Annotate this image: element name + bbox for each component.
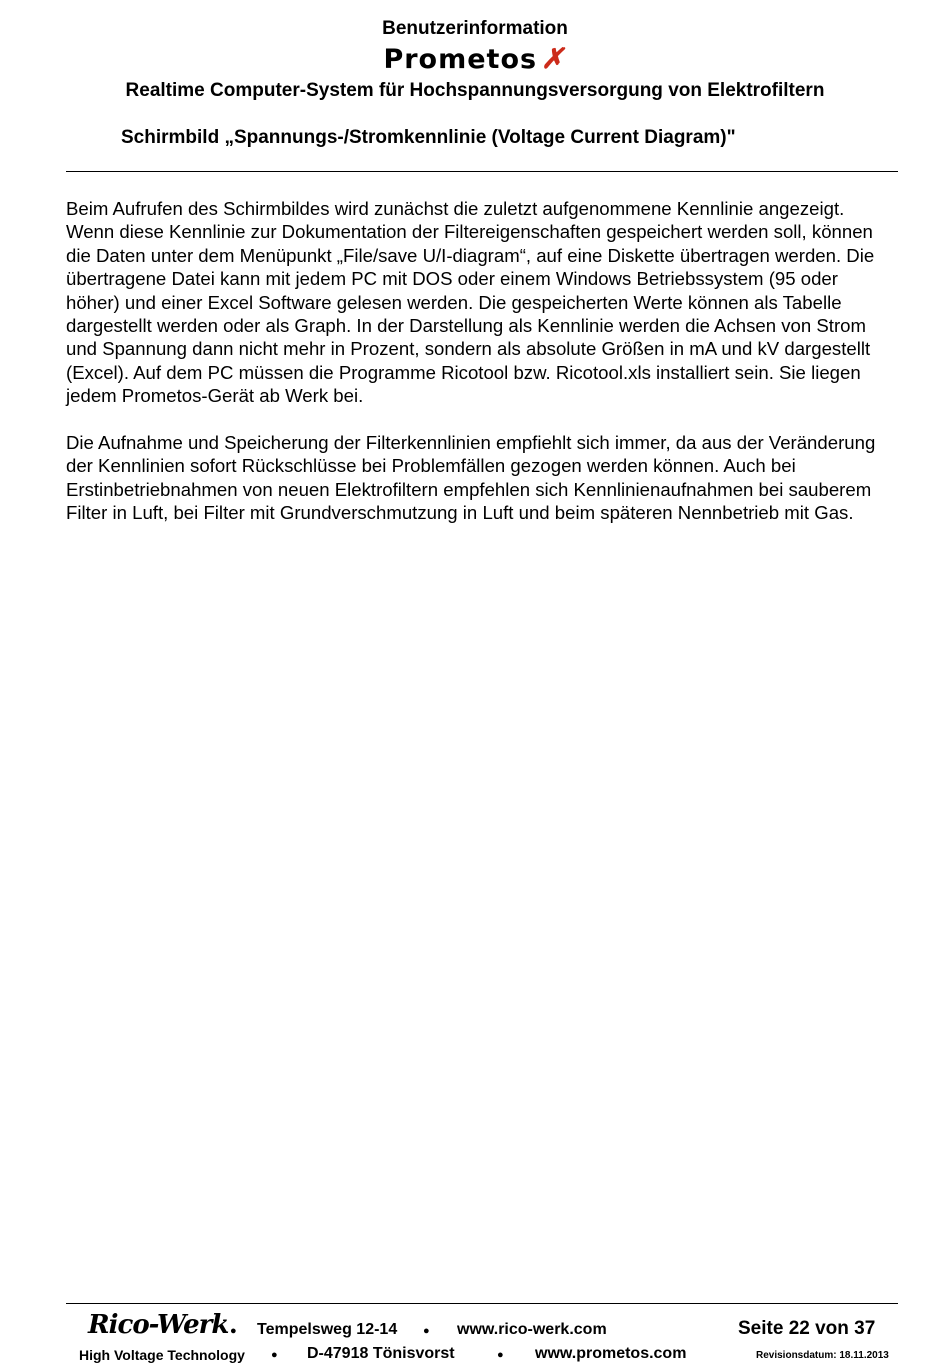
page-number: Seite 22 von 37 bbox=[738, 1318, 876, 1339]
footer-address: Tempelsweg 12-14 bbox=[257, 1321, 398, 1338]
header-title: Benutzerinformation bbox=[382, 18, 568, 39]
brand-cross-icon: ✗ bbox=[539, 43, 570, 74]
bullet-icon: ● bbox=[271, 1349, 278, 1361]
revision-date: Revisionsdatum: 18.11.2013 bbox=[756, 1350, 889, 1361]
brand-name: Prometos bbox=[383, 44, 538, 75]
paragraph-2: Die Aufnahme und Speicherung der Filterkennlinien empfiehlt sich immer, da aus der Veränderung der Kennlinien sofort Rückschlüsse bei Problemfällen gezogen werden können. Auch bei Erstinbetriebnahmen von neuen Elektrofiltern empfehlen sich Kennlinienaufnahmen bei sauberem Filter in Luft, bei Filter mit Grundverschmutzung in Luft und beim späteren Nennbetrieb mit Gas. bbox=[66, 432, 876, 524]
brand-logo bbox=[0, 42, 950, 75]
section-title: Schirmbild „Spannungs-/Stromkennlinie (Voltage Current Diagram)" bbox=[121, 127, 736, 148]
footer-divider bbox=[66, 1303, 898, 1304]
footer-city: D-47918 Tönisvorst bbox=[307, 1345, 455, 1362]
bullet-icon: ● bbox=[497, 1349, 504, 1361]
footer-tagline: High Voltage Technology bbox=[79, 1347, 245, 1363]
footer-website2-link[interactable]: www.prometos.com bbox=[535, 1345, 687, 1362]
footer-website-link[interactable]: www.rico-werk.com bbox=[457, 1321, 607, 1338]
company-logo: Rico-Werk bbox=[88, 1310, 229, 1340]
bullet-icon: ● bbox=[230, 1325, 237, 1337]
header-divider bbox=[66, 171, 898, 172]
bullet-icon: ● bbox=[423, 1325, 430, 1337]
header-subtitle: Realtime Computer-System für Hochspannungsversorgung von Elektrofiltern bbox=[125, 80, 825, 101]
body-text bbox=[66, 197, 886, 548]
paragraph-1: Beim Aufrufen des Schirmbildes wird zunächst die zuletzt aufgenommene Kennlinie angezeigt. Wenn diese Kennlinie zur Dokumentation der Filtereigenschaften gespeichert werden soll, können die Daten unter dem Menüpunkt „File/save U/I-diagram“, auf eine Diskette übertragen werden. Die übertragene Datei kann mit jedem PC mit DOS oder einem Windows Betriebssystem (95 oder höher) und einer Excel Software gelesen werden. Die gespeicherten Werte können als Tabelle dargestellt werden oder als Graph. In der Darstellung als Kennlinie werden die Achsen von Strom und Spannung dann nicht mehr in Prozent, sondern als absolute Größen in mA und kV dargestellt (Excel). Auf dem PC müssen die Programme Ricotool bzw. Ricotool.xls installiert sein. Sie liegen jedem Prometos-Gerät ab Werk bei. bbox=[66, 198, 875, 407]
